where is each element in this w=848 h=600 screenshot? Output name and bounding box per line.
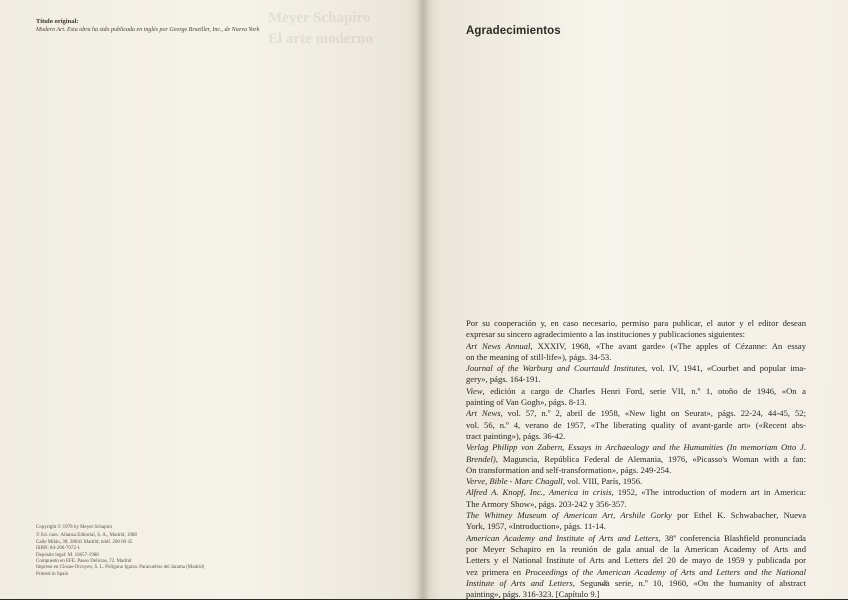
ack-text-run: York, 1957, «Introduction», págs. 11-14. bbox=[466, 521, 606, 532]
ack-line bbox=[466, 487, 806, 498]
ack-italic-run: View bbox=[466, 385, 483, 396]
ack-text-run: , Maguncia, República Federal de Alemania, 1976, «Picasso's Woman with a fan: bbox=[495, 453, 806, 464]
left-page bbox=[0, 0, 423, 599]
ack-text-run: vol. 56, n.º 4, verano de 1957, «The liberating quality of avant-garde art» («Recent abs- bbox=[466, 419, 806, 430]
ack-line bbox=[466, 386, 806, 397]
ack-text-run: gery», págs. 164-191. bbox=[466, 374, 541, 385]
ack-line bbox=[466, 589, 806, 600]
ack-italic-run: Verlag Philipp von Zabern, Essays in Archaeology and the Humanities (In memoriam Otto J. bbox=[466, 442, 806, 453]
ack-line bbox=[466, 408, 806, 419]
ack-line bbox=[466, 555, 806, 566]
copyright-line: © Ed. cast.: Alianza Editorial, S. A., Madrid, 1988 bbox=[36, 533, 137, 539]
ack-text-run: , vol. VIII, París, 1956. bbox=[562, 476, 643, 487]
ack-text-run: tract painting»), págs. 36-42. bbox=[466, 430, 566, 441]
ack-italic-run: Verve, Bible - Marc Chagall bbox=[466, 476, 563, 487]
ack-italic-run: Art News bbox=[466, 408, 501, 419]
bleed-through-line: El arte moderno bbox=[268, 31, 373, 47]
copyright-line: Printed in Spain bbox=[36, 571, 69, 577]
ack-line bbox=[466, 329, 806, 340]
ack-text-run: , 1952, «The introduction of modern art in America: bbox=[611, 487, 806, 498]
ack-line bbox=[466, 454, 806, 465]
ack-italic-run: Art News Annual bbox=[466, 340, 531, 351]
page-title: Agradecimientos bbox=[466, 25, 561, 37]
ack-text-run: , Segunda serie, n.º 10, 1960, «On the humanity of abstract bbox=[572, 577, 806, 588]
original-title-note bbox=[36, 17, 366, 34]
ack-text-run: , XXXIV, 1968, «The avant garde» («The apples of Cézanne: An essay bbox=[530, 340, 806, 351]
copyright-line: Depósito legal: M. 16657-1988 bbox=[36, 552, 99, 558]
ack-text-run: painting of Van Gogh», págs. 8-13. bbox=[466, 397, 587, 408]
ack-text-run: vez primera en bbox=[466, 566, 526, 577]
ack-text-run: , 38ª conferencia Blashfield pronunciada bbox=[658, 532, 806, 543]
ack-text-run: , vol. 57, n.º 2, abril de 1958, «New light on Seurat», págs. 22-24, 44-45, 52; bbox=[500, 408, 806, 419]
original-title-label: Título original: bbox=[36, 18, 79, 25]
copyright-line: Copyright © 1978 by Meyer Schapiro bbox=[36, 525, 113, 530]
ack-line bbox=[466, 442, 806, 453]
ack-line bbox=[466, 510, 806, 521]
ack-line bbox=[466, 521, 806, 532]
ack-line bbox=[466, 341, 806, 352]
ack-text-run: On transformation and self-transformation», págs. 249-254. bbox=[466, 464, 672, 475]
ack-text-run: , edición a cargo de Charles Henri Ford, serie VII, n.º 1, otoño de 1946, «On a bbox=[482, 385, 806, 396]
ack-text-run: The Armory Show», págs. 203-242 y 356-357. bbox=[466, 498, 627, 509]
book-gutter bbox=[416, 0, 430, 599]
copyright-line: ISBN: 84-206-7072-1 bbox=[36, 546, 81, 552]
ack-italic-run: Brendel) bbox=[466, 453, 496, 464]
ack-line bbox=[466, 499, 806, 510]
ack-italic-run: The Whitney Museum of American Art, Arshile Gorky bbox=[466, 510, 672, 521]
copyright-line: Calle Milán, 38; 28043 Madrid; teléf. 200 00 45 bbox=[36, 539, 133, 545]
bleed-through-line: Meyer Schapiro bbox=[268, 10, 371, 26]
ack-line bbox=[466, 363, 806, 374]
ack-line bbox=[466, 352, 806, 363]
ack-line bbox=[466, 533, 806, 544]
ack-text-run: Por su cooperación y, en caso necesario, permiso para publicar, el autor y el editor desean bbox=[466, 318, 806, 328]
ack-text-run: expresar su sincero agradecimiento a las instituciones y publicaciones siguientes: bbox=[466, 329, 745, 340]
acknowledgements-text bbox=[466, 318, 806, 600]
ack-italic-run: Institute of Arts and Letters bbox=[466, 577, 573, 588]
ack-line bbox=[466, 374, 806, 385]
ack-text-run: on the meaning of still-life»), págs. 34-53. bbox=[466, 351, 612, 362]
ack-text-run: por Meyer Schapiro en la reunión de gala anual de la American Academy of Arts and bbox=[466, 543, 806, 554]
ack-italic-run: Proceedings of the American Academy of Arts and Letters and the National bbox=[525, 566, 806, 577]
copyright-block bbox=[36, 525, 256, 578]
original-title-text: Modern Art. Esta obra ha sido publicada en inglés por George Braziller, Inc., de Nueva York bbox=[36, 27, 260, 33]
ack-text-run: por Ethel K. Schwabacher, Nueva bbox=[671, 510, 806, 521]
ack-line bbox=[466, 578, 806, 589]
ack-line bbox=[466, 397, 806, 408]
ack-line bbox=[466, 544, 806, 555]
copyright-line: Compuesto en EFE. Paseo Delicias, 72. Madrid bbox=[36, 559, 132, 565]
copyright-line: Impreso en Closas-Orcoyen, S. L. Polígono Igarsa. Paracuellos del Jarama (Madrid) bbox=[36, 565, 205, 571]
ack-line bbox=[466, 318, 806, 329]
ack-text-run: , vol. IV, 1941, «Courbet and popular ima- bbox=[645, 363, 806, 374]
ack-line bbox=[466, 567, 806, 578]
ack-text-run: painting», págs. 316-323. [Capítulo 9.] bbox=[466, 589, 600, 600]
ack-italic-run: American Academy and Institute of Arts and Letters bbox=[466, 532, 659, 543]
ack-line bbox=[466, 431, 806, 442]
ack-line bbox=[466, 465, 806, 476]
ack-line bbox=[466, 476, 806, 487]
ack-line bbox=[466, 420, 806, 431]
ack-italic-run: Journal of the Warburg and Courtauld Institutes bbox=[466, 363, 646, 374]
ack-italic-run: Alfred A. Knopf, Inc., America in crisis bbox=[466, 487, 612, 498]
ack-text-run: Letters y el National Institute of Arts and Letters del 20 de mayo de 1959 y publicada por bbox=[466, 555, 806, 566]
